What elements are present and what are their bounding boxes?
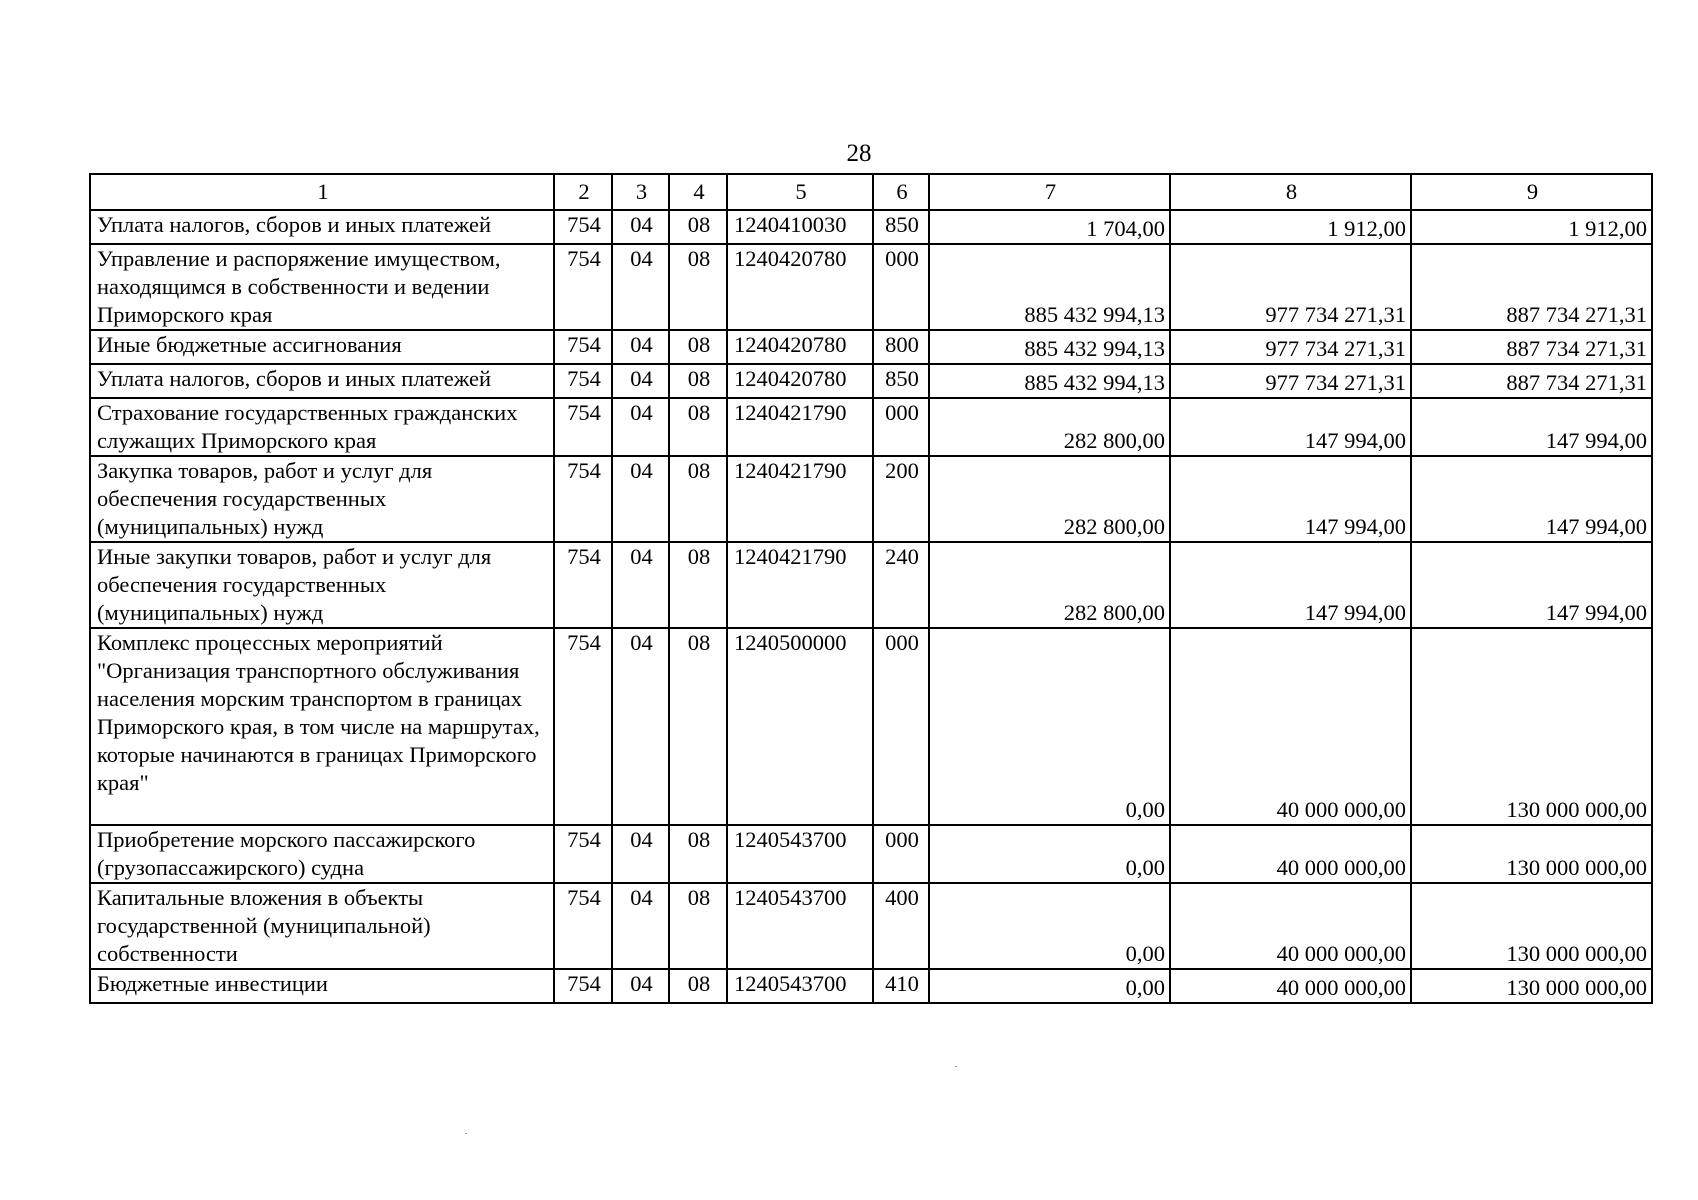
cell-col-7: 282 800,00 xyxy=(929,456,1170,542)
cell-col-7: 1 704,00 xyxy=(929,210,1170,244)
cell-description: Бюджетные инвестиции xyxy=(90,969,554,1003)
cell-col-7: 0,00 xyxy=(929,969,1170,1003)
cell-col-6: 000 xyxy=(873,825,929,883)
table-row xyxy=(90,456,1652,542)
cell-description: Уплата налогов, сборов и иных платежей xyxy=(90,364,554,398)
cell-col-6: 850 xyxy=(873,364,929,398)
cell-col-3: 04 xyxy=(612,628,669,825)
cell-col-8: 40 000 000,00 xyxy=(1170,825,1411,883)
cell-col-2: 754 xyxy=(554,210,612,244)
column-header: 2 xyxy=(554,174,612,210)
cell-col-7: 0,00 xyxy=(929,883,1170,969)
cell-col-5: 1240410030 xyxy=(727,210,873,244)
table-row xyxy=(90,969,1652,1003)
cell-col-2: 754 xyxy=(554,364,612,398)
cell-col-2: 754 xyxy=(554,542,612,628)
column-header: 9 xyxy=(1411,174,1652,210)
cell-col-6: 200 xyxy=(873,456,929,542)
cell-col-9: 147 994,00 xyxy=(1411,456,1652,542)
cell-col-5: 1240420780 xyxy=(727,364,873,398)
scan-speck xyxy=(465,1133,467,1134)
cell-description: Комплекс процессных мероприятий "Организация транспортного обслуживания населения морским транспортом в границах Приморского края, в том числе на маршрутах, которые начинаются в границах Приморского края" xyxy=(90,628,554,825)
cell-col-4: 08 xyxy=(669,883,727,969)
cell-description: Страхование государственных гражданских служащих Приморского края xyxy=(90,398,554,456)
cell-col-9: 1 912,00 xyxy=(1411,210,1652,244)
cell-col-8: 40 000 000,00 xyxy=(1170,883,1411,969)
table-row xyxy=(90,330,1652,364)
table-row xyxy=(90,825,1652,883)
cell-col-8: 147 994,00 xyxy=(1170,456,1411,542)
cell-col-5: 1240420780 xyxy=(727,330,873,364)
cell-col-5: 1240421790 xyxy=(727,456,873,542)
cell-col-6: 800 xyxy=(873,330,929,364)
table-row xyxy=(90,883,1652,969)
cell-col-7: 282 800,00 xyxy=(929,542,1170,628)
cell-col-7: 282 800,00 xyxy=(929,398,1170,456)
cell-description: Капитальные вложения в объекты государственной (муниципальной) собственности xyxy=(90,883,554,969)
cell-col-7: 885 432 994,13 xyxy=(929,364,1170,398)
column-header: 5 xyxy=(727,174,873,210)
cell-col-2: 754 xyxy=(554,456,612,542)
table-row xyxy=(90,244,1652,330)
cell-col-4: 08 xyxy=(669,398,727,456)
header-row xyxy=(90,174,1652,210)
cell-col-7: 885 432 994,13 xyxy=(929,330,1170,364)
cell-col-3: 04 xyxy=(612,364,669,398)
cell-col-6: 000 xyxy=(873,398,929,456)
scan-speck xyxy=(955,1066,957,1067)
cell-col-2: 754 xyxy=(554,244,612,330)
cell-col-2: 754 xyxy=(554,628,612,825)
cell-col-3: 04 xyxy=(612,825,669,883)
cell-col-3: 04 xyxy=(612,398,669,456)
cell-col-3: 04 xyxy=(612,456,669,542)
cell-description: Уплата налогов, сборов и иных платежей xyxy=(90,210,554,244)
cell-col-6: 400 xyxy=(873,883,929,969)
table-row xyxy=(90,542,1652,628)
cell-col-8: 977 734 271,31 xyxy=(1170,244,1411,330)
cell-col-5: 1240421790 xyxy=(727,398,873,456)
cell-col-6: 410 xyxy=(873,969,929,1003)
column-header: 4 xyxy=(669,174,727,210)
cell-col-5: 1240500000 xyxy=(727,628,873,825)
cell-col-8: 977 734 271,31 xyxy=(1170,364,1411,398)
cell-col-2: 754 xyxy=(554,883,612,969)
column-header: 1 xyxy=(90,174,554,210)
cell-description: Закупка товаров, работ и услуг для обеспечения государственных (муниципальных) нужд xyxy=(90,456,554,542)
cell-col-4: 08 xyxy=(669,456,727,542)
cell-col-9: 147 994,00 xyxy=(1411,542,1652,628)
cell-col-9: 887 734 271,31 xyxy=(1411,330,1652,364)
cell-col-4: 08 xyxy=(669,825,727,883)
cell-col-3: 04 xyxy=(612,210,669,244)
cell-col-3: 04 xyxy=(612,542,669,628)
budget-table xyxy=(89,173,1653,1004)
cell-description: Приобретение морского пассажирского (грузопассажирского) судна xyxy=(90,825,554,883)
table-row xyxy=(90,628,1652,825)
column-header: 3 xyxy=(612,174,669,210)
cell-col-3: 04 xyxy=(612,244,669,330)
cell-col-4: 08 xyxy=(669,244,727,330)
cell-description: Иные закупки товаров, работ и услуг для обеспечения государственных (муниципальных) нужд xyxy=(90,542,554,628)
cell-col-5: 1240543700 xyxy=(727,969,873,1003)
cell-col-3: 04 xyxy=(612,330,669,364)
cell-col-9: 130 000 000,00 xyxy=(1411,628,1652,825)
cell-description: Управление и распоряжение имуществом, находящимся в собственности и ведении Приморского края xyxy=(90,244,554,330)
column-header: 6 xyxy=(873,174,929,210)
cell-col-5: 1240420780 xyxy=(727,244,873,330)
cell-col-9: 130 000 000,00 xyxy=(1411,969,1652,1003)
page-number: 28 xyxy=(846,140,872,167)
cell-col-9: 130 000 000,00 xyxy=(1411,825,1652,883)
cell-col-6: 000 xyxy=(873,244,929,330)
table-row xyxy=(90,364,1652,398)
column-header: 8 xyxy=(1170,174,1411,210)
table-row xyxy=(90,210,1652,244)
cell-description: Иные бюджетные ассигнования xyxy=(90,330,554,364)
cell-col-4: 08 xyxy=(669,364,727,398)
cell-col-6: 240 xyxy=(873,542,929,628)
cell-col-5: 1240421790 xyxy=(727,542,873,628)
cell-col-9: 147 994,00 xyxy=(1411,398,1652,456)
cell-col-4: 08 xyxy=(669,628,727,825)
cell-col-2: 754 xyxy=(554,969,612,1003)
cell-col-6: 850 xyxy=(873,210,929,244)
cell-col-9: 887 734 271,31 xyxy=(1411,244,1652,330)
cell-col-7: 0,00 xyxy=(929,825,1170,883)
table-row xyxy=(90,398,1652,456)
table-body xyxy=(90,174,1652,1003)
cell-col-8: 977 734 271,31 xyxy=(1170,330,1411,364)
cell-col-7: 0,00 xyxy=(929,628,1170,825)
cell-col-9: 130 000 000,00 xyxy=(1411,883,1652,969)
cell-col-5: 1240543700 xyxy=(727,825,873,883)
cell-col-2: 754 xyxy=(554,398,612,456)
cell-col-2: 754 xyxy=(554,825,612,883)
cell-col-3: 04 xyxy=(612,969,669,1003)
cell-col-8: 40 000 000,00 xyxy=(1170,969,1411,1003)
cell-col-6: 000 xyxy=(873,628,929,825)
cell-col-5: 1240543700 xyxy=(727,883,873,969)
cell-col-4: 08 xyxy=(669,210,727,244)
column-header: 7 xyxy=(929,174,1170,210)
cell-col-8: 40 000 000,00 xyxy=(1170,628,1411,825)
cell-col-4: 08 xyxy=(669,330,727,364)
cell-col-8: 147 994,00 xyxy=(1170,542,1411,628)
cell-col-2: 754 xyxy=(554,330,612,364)
cell-col-7: 885 432 994,13 xyxy=(929,244,1170,330)
cell-col-3: 04 xyxy=(612,883,669,969)
cell-col-4: 08 xyxy=(669,542,727,628)
cell-col-8: 147 994,00 xyxy=(1170,398,1411,456)
cell-col-4: 08 xyxy=(669,969,727,1003)
cell-col-9: 887 734 271,31 xyxy=(1411,364,1652,398)
cell-col-8: 1 912,00 xyxy=(1170,210,1411,244)
